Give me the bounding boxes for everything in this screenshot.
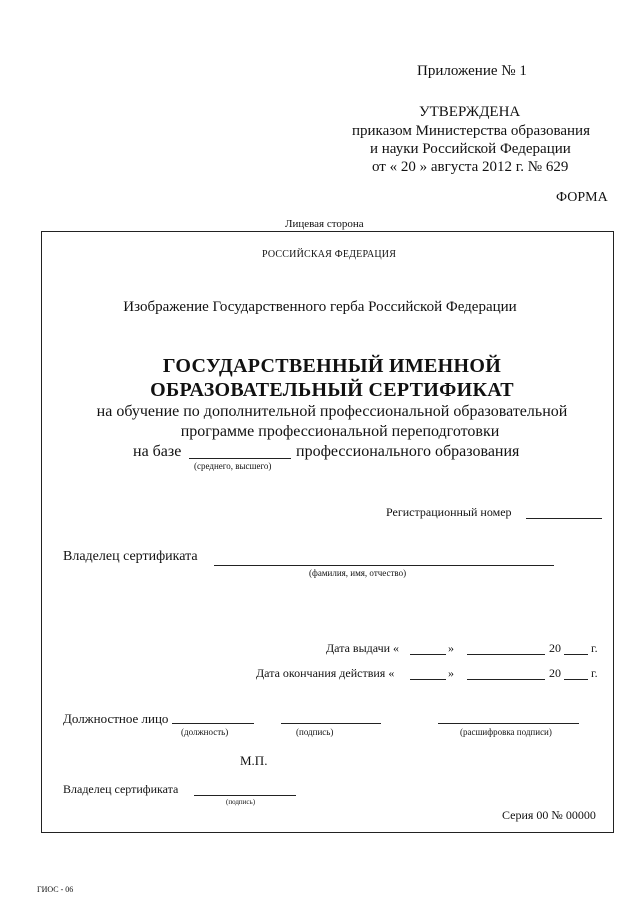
position-blank (172, 723, 254, 724)
form-label: ФОРМА (556, 190, 608, 205)
certificate-frame (41, 231, 614, 833)
issue-year-prefix: 20 (549, 641, 561, 655)
owner-hint: (фамилия, имя, отчество) (309, 568, 407, 578)
expiry-year-prefix: 20 (549, 666, 561, 680)
issue-year-suffix: г. (591, 641, 598, 655)
order-line-1: приказом Министерства образования (352, 123, 590, 139)
emblem-placeholder: Изображение Государственного герба Российской Федерации (123, 299, 517, 315)
issue-day-blank (410, 654, 446, 655)
side-label: Лицевая сторона (285, 218, 364, 230)
certificate-subtitle-line-1: на обучение по дополнительной профессиональной образовательной (96, 403, 568, 420)
expiry-date-label: Дата окончания действия « (256, 666, 395, 680)
basis-prefix: на базе (133, 443, 182, 460)
signature-hint: (подпись) (296, 727, 334, 737)
decryption-hint: (расшифровка подписи) (460, 727, 552, 737)
basis-suffix: профессионального образования (296, 443, 520, 460)
issue-year-blank (564, 654, 588, 655)
issue-month-blank (467, 654, 545, 655)
owner-label: Владелец сертификата (63, 549, 198, 564)
position-hint: (должность) (181, 727, 229, 737)
stamp-label: М.П. (240, 753, 268, 768)
expiry-day-blank (410, 679, 446, 680)
owner-sign-blank (194, 795, 296, 796)
series-number: Серия 00 № 00000 (502, 808, 596, 822)
issue-quote-close: » (448, 641, 454, 655)
expiry-year-suffix: г. (591, 666, 598, 680)
order-date: от « 20 » августа 2012 г. № 629 (372, 159, 569, 175)
order-line-2: и науки Российской Федерации (370, 141, 571, 157)
decryption-blank (438, 723, 579, 724)
basis-hint: (среднего, высшего) (194, 461, 272, 471)
approved-label: УТВЕРЖДЕНА (419, 104, 521, 120)
reg-number-label: Регистрационный номер (386, 505, 512, 519)
basis-blank (189, 458, 291, 459)
footer-code: ГИОС - 06 (37, 885, 74, 894)
reg-number-blank (526, 518, 602, 519)
certificate-title-line-1: ГОСУДАРСТВЕННЫЙ ИМЕННОЙ (162, 355, 502, 377)
expiry-year-blank (564, 679, 588, 680)
issue-date-label: Дата выдачи « (326, 641, 400, 655)
expiry-month-blank (467, 679, 545, 680)
owner-blank (214, 565, 554, 566)
official-label: Должностное лицо (63, 711, 169, 726)
owner-sign-hint: (подпись) (226, 798, 256, 806)
owner-sign-label: Владелец сертификата (63, 782, 179, 796)
certificate-title-line-2: ОБРАЗОВАТЕЛЬНЫЙ СЕРТИФИКАТ (150, 379, 514, 401)
signature-blank (281, 723, 381, 724)
country-label: РОССИЙСКАЯ ФЕДЕРАЦИЯ (262, 249, 397, 260)
expiry-quote-close: » (448, 666, 454, 680)
certificate-subtitle-line-2: программе профессиональной переподготовки (180, 423, 500, 440)
appendix-label: Приложение № 1 (417, 63, 527, 79)
